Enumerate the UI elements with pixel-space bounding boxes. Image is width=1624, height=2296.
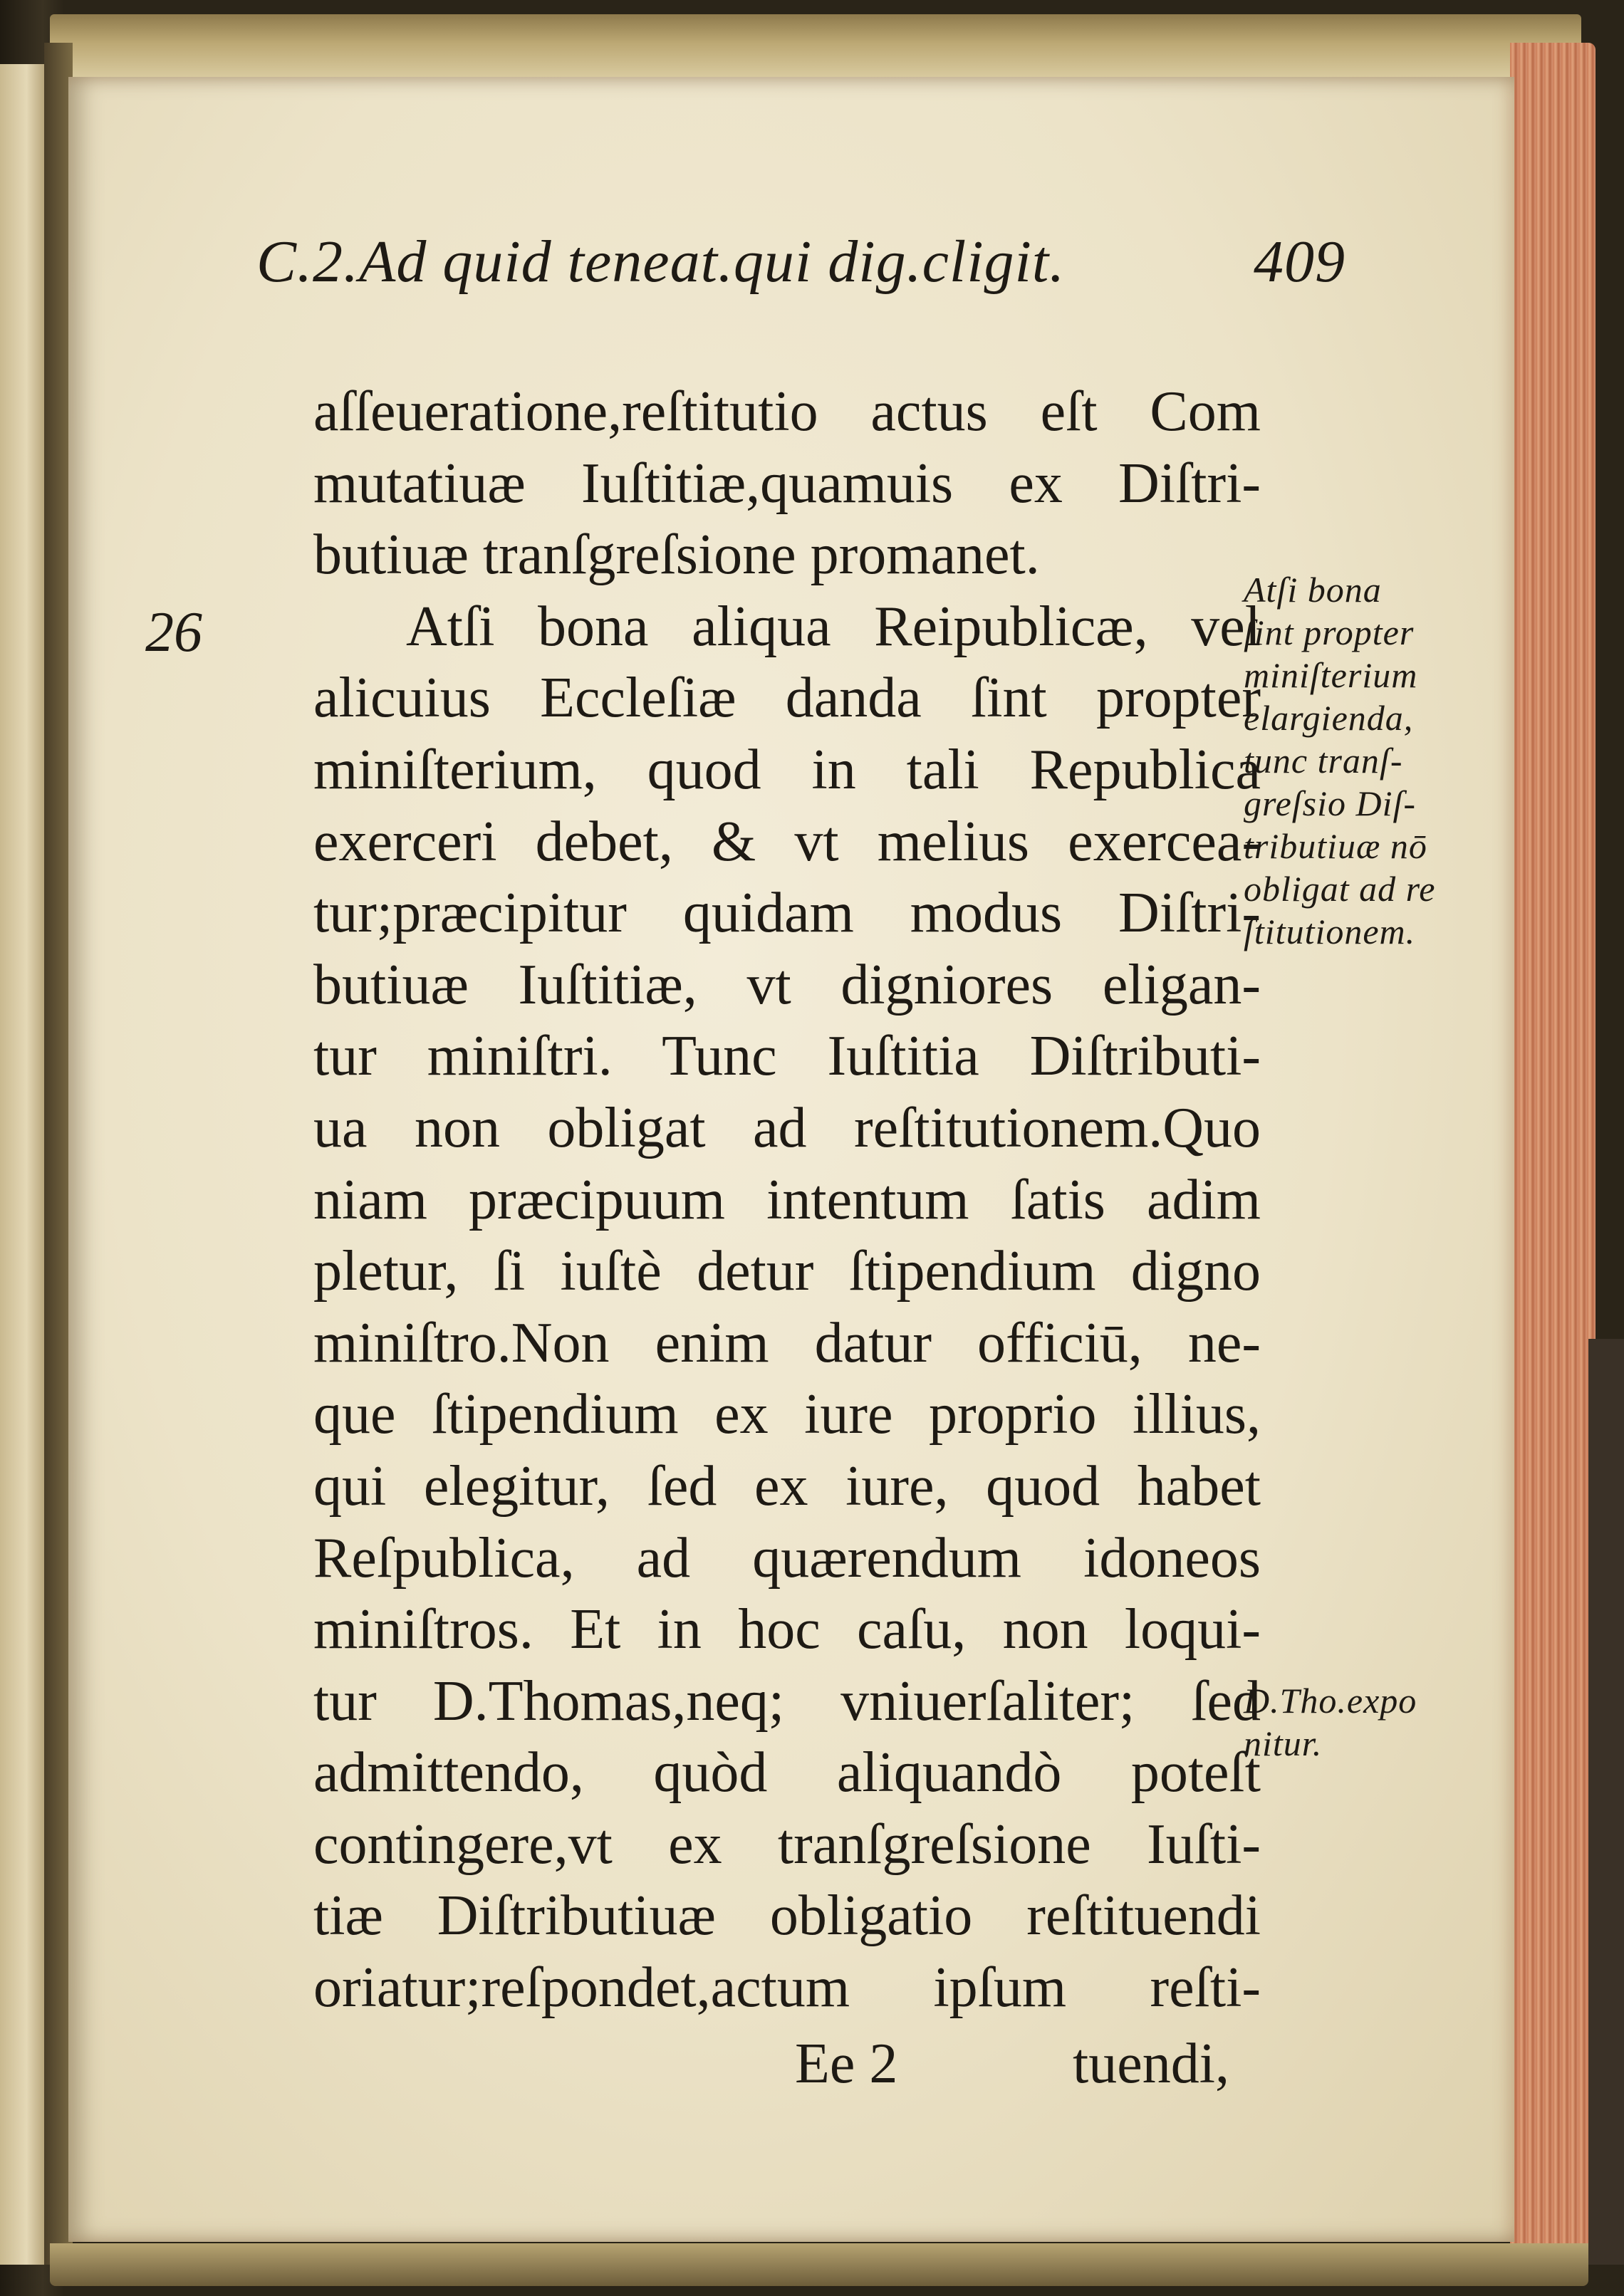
text-line: niam præcipuum intentum ſatis adim <box>313 1168 1261 1231</box>
text-line: contingere,vt ex tranſgreſsione Iuſti- <box>313 1812 1261 1876</box>
marginal-note-line: tunc tranſ- <box>1244 741 1403 781</box>
text-line: ua non obligat ad reſtitutionem.Quo <box>313 1096 1261 1159</box>
marginal-note-line: obligat ad re <box>1244 869 1436 909</box>
text-line: tur D.Thomas,neq; vniuerſaliter; ſed <box>313 1669 1261 1733</box>
text-line: aſſeueratione,reſtitutio actus eſt Com <box>313 380 1261 443</box>
marginal-note-line: elargienda, <box>1244 698 1414 738</box>
marginal-note-line: nitur. <box>1244 1723 1323 1763</box>
text-line: admittendo, quòd aliquandò poteſt <box>313 1741 1261 1805</box>
text-line: tur;præcipitur quidam modus Diſtri- <box>313 882 1261 945</box>
text-line: Reſpublica, ad quærendum idoneos <box>313 1526 1261 1590</box>
text-line: que ſtipendium ex iure proprio illius, <box>313 1383 1261 1446</box>
text-line: exerceri debet, & vt melius exercea- <box>313 810 1261 873</box>
marginal-note-line: D.Tho.expo <box>1244 1681 1417 1721</box>
marginal-note-line: ſint propter <box>1244 612 1415 652</box>
book-page <box>68 77 1514 2242</box>
text-line: mutatiuæ Iuſtitiæ,quamuis ex Diſtri- <box>313 452 1261 515</box>
text-line: butiuæ Iuſtitiæ, vt digniores eligan- <box>313 953 1261 1016</box>
catchword: tuendi, <box>1073 2033 1229 2095</box>
paragraph-number: 26 <box>145 601 202 664</box>
book-top-edge <box>50 14 1581 78</box>
marginal-note-line: miniſterium <box>1244 655 1418 695</box>
running-head <box>256 223 1345 301</box>
book-bottom-edge <box>50 2243 1588 2286</box>
text-line: tur miniſtri. Tunc Iuſtitia Diſtributi- <box>313 1025 1261 1088</box>
background-edge <box>1588 1339 1624 2265</box>
body-text <box>313 376 1261 2024</box>
facing-page-edge <box>0 64 46 2265</box>
text-line: miniſterium, quod in tali Republica <box>313 738 1261 801</box>
marginal-note <box>1244 568 1486 953</box>
text-line: alicuius Eccleſiæ danda ſint propter <box>313 667 1261 730</box>
page-fore-edge <box>1510 43 1596 2265</box>
text-line: Atſi bona aliqua Reipublicæ, vel <box>406 595 1261 658</box>
running-head-title: C.2.Ad quid teneat.qui dig.cligit. <box>256 229 1066 295</box>
catchline <box>795 2028 1258 2099</box>
text-line: tiæ Diſtributiuæ obligatio reſtituendi <box>313 1884 1261 1948</box>
marginal-note-line: ſtitutionem. <box>1244 912 1416 951</box>
text-line: qui elegitur, ſed ex iure, quod habet <box>313 1454 1261 1518</box>
text-line: miniſtro.Non enim datur officiū, ne- <box>313 1311 1261 1374</box>
signature-mark: Ee 2 <box>795 2033 898 2095</box>
marginal-note-line: Atſi bona <box>1244 570 1382 610</box>
page-number: 409 <box>1254 229 1345 295</box>
text-line: miniſtros. Et in hoc caſu, non loqui- <box>313 1598 1261 1661</box>
marginal-note-line: tributiuæ nō <box>1244 826 1427 866</box>
text-line: oriatur;reſpondet,actum ipſum reſti- <box>313 1956 1261 2020</box>
marginal-note <box>1244 1679 1486 1765</box>
text-line: butiuæ tranſgreſsione promanet. <box>313 523 1040 587</box>
marginal-note-line: greſsio Diſ- <box>1244 783 1417 823</box>
text-line: pletur, ſi iuſtè detur ſtipendium digno <box>313 1240 1261 1303</box>
